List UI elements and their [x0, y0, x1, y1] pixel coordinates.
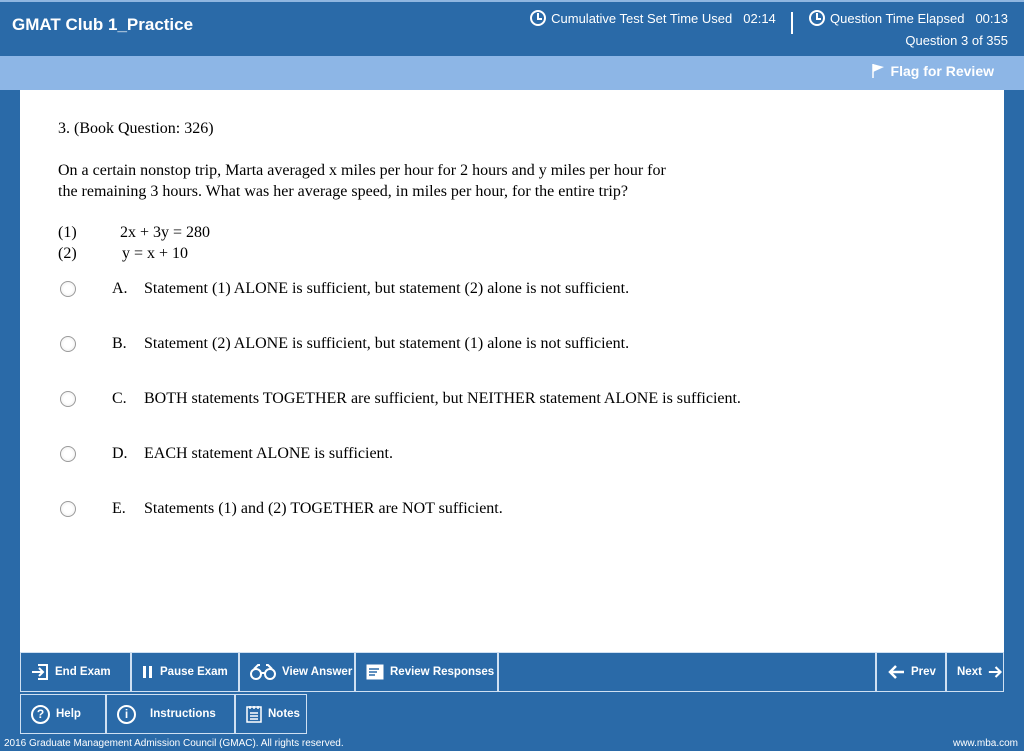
notes-button[interactable]: [235, 694, 307, 734]
notes-icon: [246, 705, 262, 723]
arrow-right-icon: [988, 664, 1003, 680]
review-icon: [366, 664, 384, 680]
option-letter: E.: [112, 500, 126, 517]
option-letter: C.: [112, 390, 127, 407]
view-answer-label: View Answer: [282, 666, 353, 678]
question-stem-line: the remaining 3 hours. What was her average speed, in miles per hour, for the entire trip?: [58, 183, 628, 200]
answer-option-d[interactable]: [60, 445, 393, 463]
notes-label: Notes: [268, 708, 300, 720]
radio-button[interactable]: [60, 501, 76, 517]
arrow-left-icon: [887, 664, 905, 680]
timers: [530, 10, 1008, 34]
question-time-value: 00:13: [975, 10, 1008, 26]
clock-icon: [809, 10, 825, 26]
flag-bar: [0, 56, 1024, 90]
copyright-text: 2016 Graduate Management Admission Council (GMAC). All rights reserved.: [4, 738, 344, 749]
pause-exam-button[interactable]: [131, 652, 239, 692]
answer-option-c[interactable]: [60, 390, 741, 408]
flag-icon: [871, 63, 887, 79]
prev-button[interactable]: [876, 652, 946, 692]
cumulative-timer: [530, 10, 776, 26]
next-button[interactable]: [946, 652, 1004, 692]
prev-label: Prev: [911, 666, 936, 678]
option-letter: B.: [112, 335, 127, 352]
flag-for-review-label: Flag for Review: [890, 63, 994, 79]
pause-icon: [142, 665, 154, 679]
answer-option-b[interactable]: [60, 335, 629, 353]
cumulative-time-value: 02:14: [743, 10, 776, 26]
info-icon: i: [117, 705, 136, 724]
review-responses-button[interactable]: [355, 652, 498, 692]
option-text: BOTH statements TOGETHER are sufficient, but NEITHER statement ALONE is sufficient.: [144, 390, 741, 407]
timer-separator: [791, 12, 793, 34]
option-text: Statements (1) and (2) TOGETHER are NOT sufficient.: [144, 500, 503, 517]
question-time-label: Question Time Elapsed: [830, 10, 965, 26]
statement-1: [58, 222, 210, 243]
site-link[interactable]: www.mba.com: [952, 738, 1018, 749]
top-bar: [0, 0, 1024, 54]
option-text: Statement (1) ALONE is sufficient, but statement (2) alone is not sufficient.: [144, 280, 630, 297]
exit-icon: [31, 663, 49, 681]
statement-2: [58, 243, 210, 264]
question-stem: [58, 160, 758, 202]
radio-button[interactable]: [60, 336, 76, 352]
option-letter: D.: [112, 445, 128, 462]
option-text: Statement (2) ALONE is sufficient, but statement (1) alone is not sufficient.: [144, 335, 630, 352]
question-panel: [20, 90, 1004, 652]
footer: [0, 736, 1024, 751]
answer-option-e[interactable]: [60, 500, 503, 518]
next-label: Next: [957, 666, 982, 678]
option-text: EACH statement ALONE is sufficient.: [144, 445, 393, 462]
view-answer-button[interactable]: [239, 652, 355, 692]
help-label: Help: [56, 708, 81, 720]
statements: [58, 222, 210, 264]
statement-text: y = x + 10: [122, 245, 189, 262]
end-exam-label: End Exam: [55, 666, 111, 678]
question-counter: Question 3 of 355: [905, 33, 1008, 48]
question-number: 3. (Book Question: 326): [58, 120, 214, 137]
help-button[interactable]: [20, 694, 106, 734]
cumulative-time-label: Cumulative Test Set Time Used: [551, 10, 733, 26]
answer-option-a[interactable]: [60, 280, 629, 298]
radio-button[interactable]: [60, 391, 76, 407]
app-title: GMAT Club 1_Practice: [12, 15, 194, 34]
help-icon: ?: [31, 705, 50, 724]
option-letter: A.: [112, 280, 128, 297]
instructions-button[interactable]: [106, 694, 235, 734]
toolbar-spacer: [498, 652, 876, 692]
review-responses-label: Review Responses: [390, 666, 495, 678]
binoculars-icon: [250, 664, 276, 680]
clock-icon: [530, 10, 546, 26]
statement-number: (1): [58, 224, 77, 241]
pause-exam-label: Pause Exam: [160, 666, 228, 678]
question-stem-line: On a certain nonstop trip, Marta averaged x miles per hour for 2 hours and y miles per hour for: [58, 162, 666, 179]
end-exam-button[interactable]: [20, 652, 131, 692]
question-timer: [809, 10, 1008, 26]
statement-number: (2): [58, 245, 77, 262]
bottom-toolbar: [20, 652, 1004, 736]
radio-button[interactable]: [60, 446, 76, 462]
radio-button[interactable]: [60, 281, 76, 297]
right-frame: [1004, 90, 1024, 652]
flag-for-review-button[interactable]: [871, 63, 994, 79]
instructions-label: Instructions: [150, 708, 216, 720]
statement-text: 2x + 3y = 280: [120, 224, 211, 241]
left-frame: [0, 90, 20, 652]
